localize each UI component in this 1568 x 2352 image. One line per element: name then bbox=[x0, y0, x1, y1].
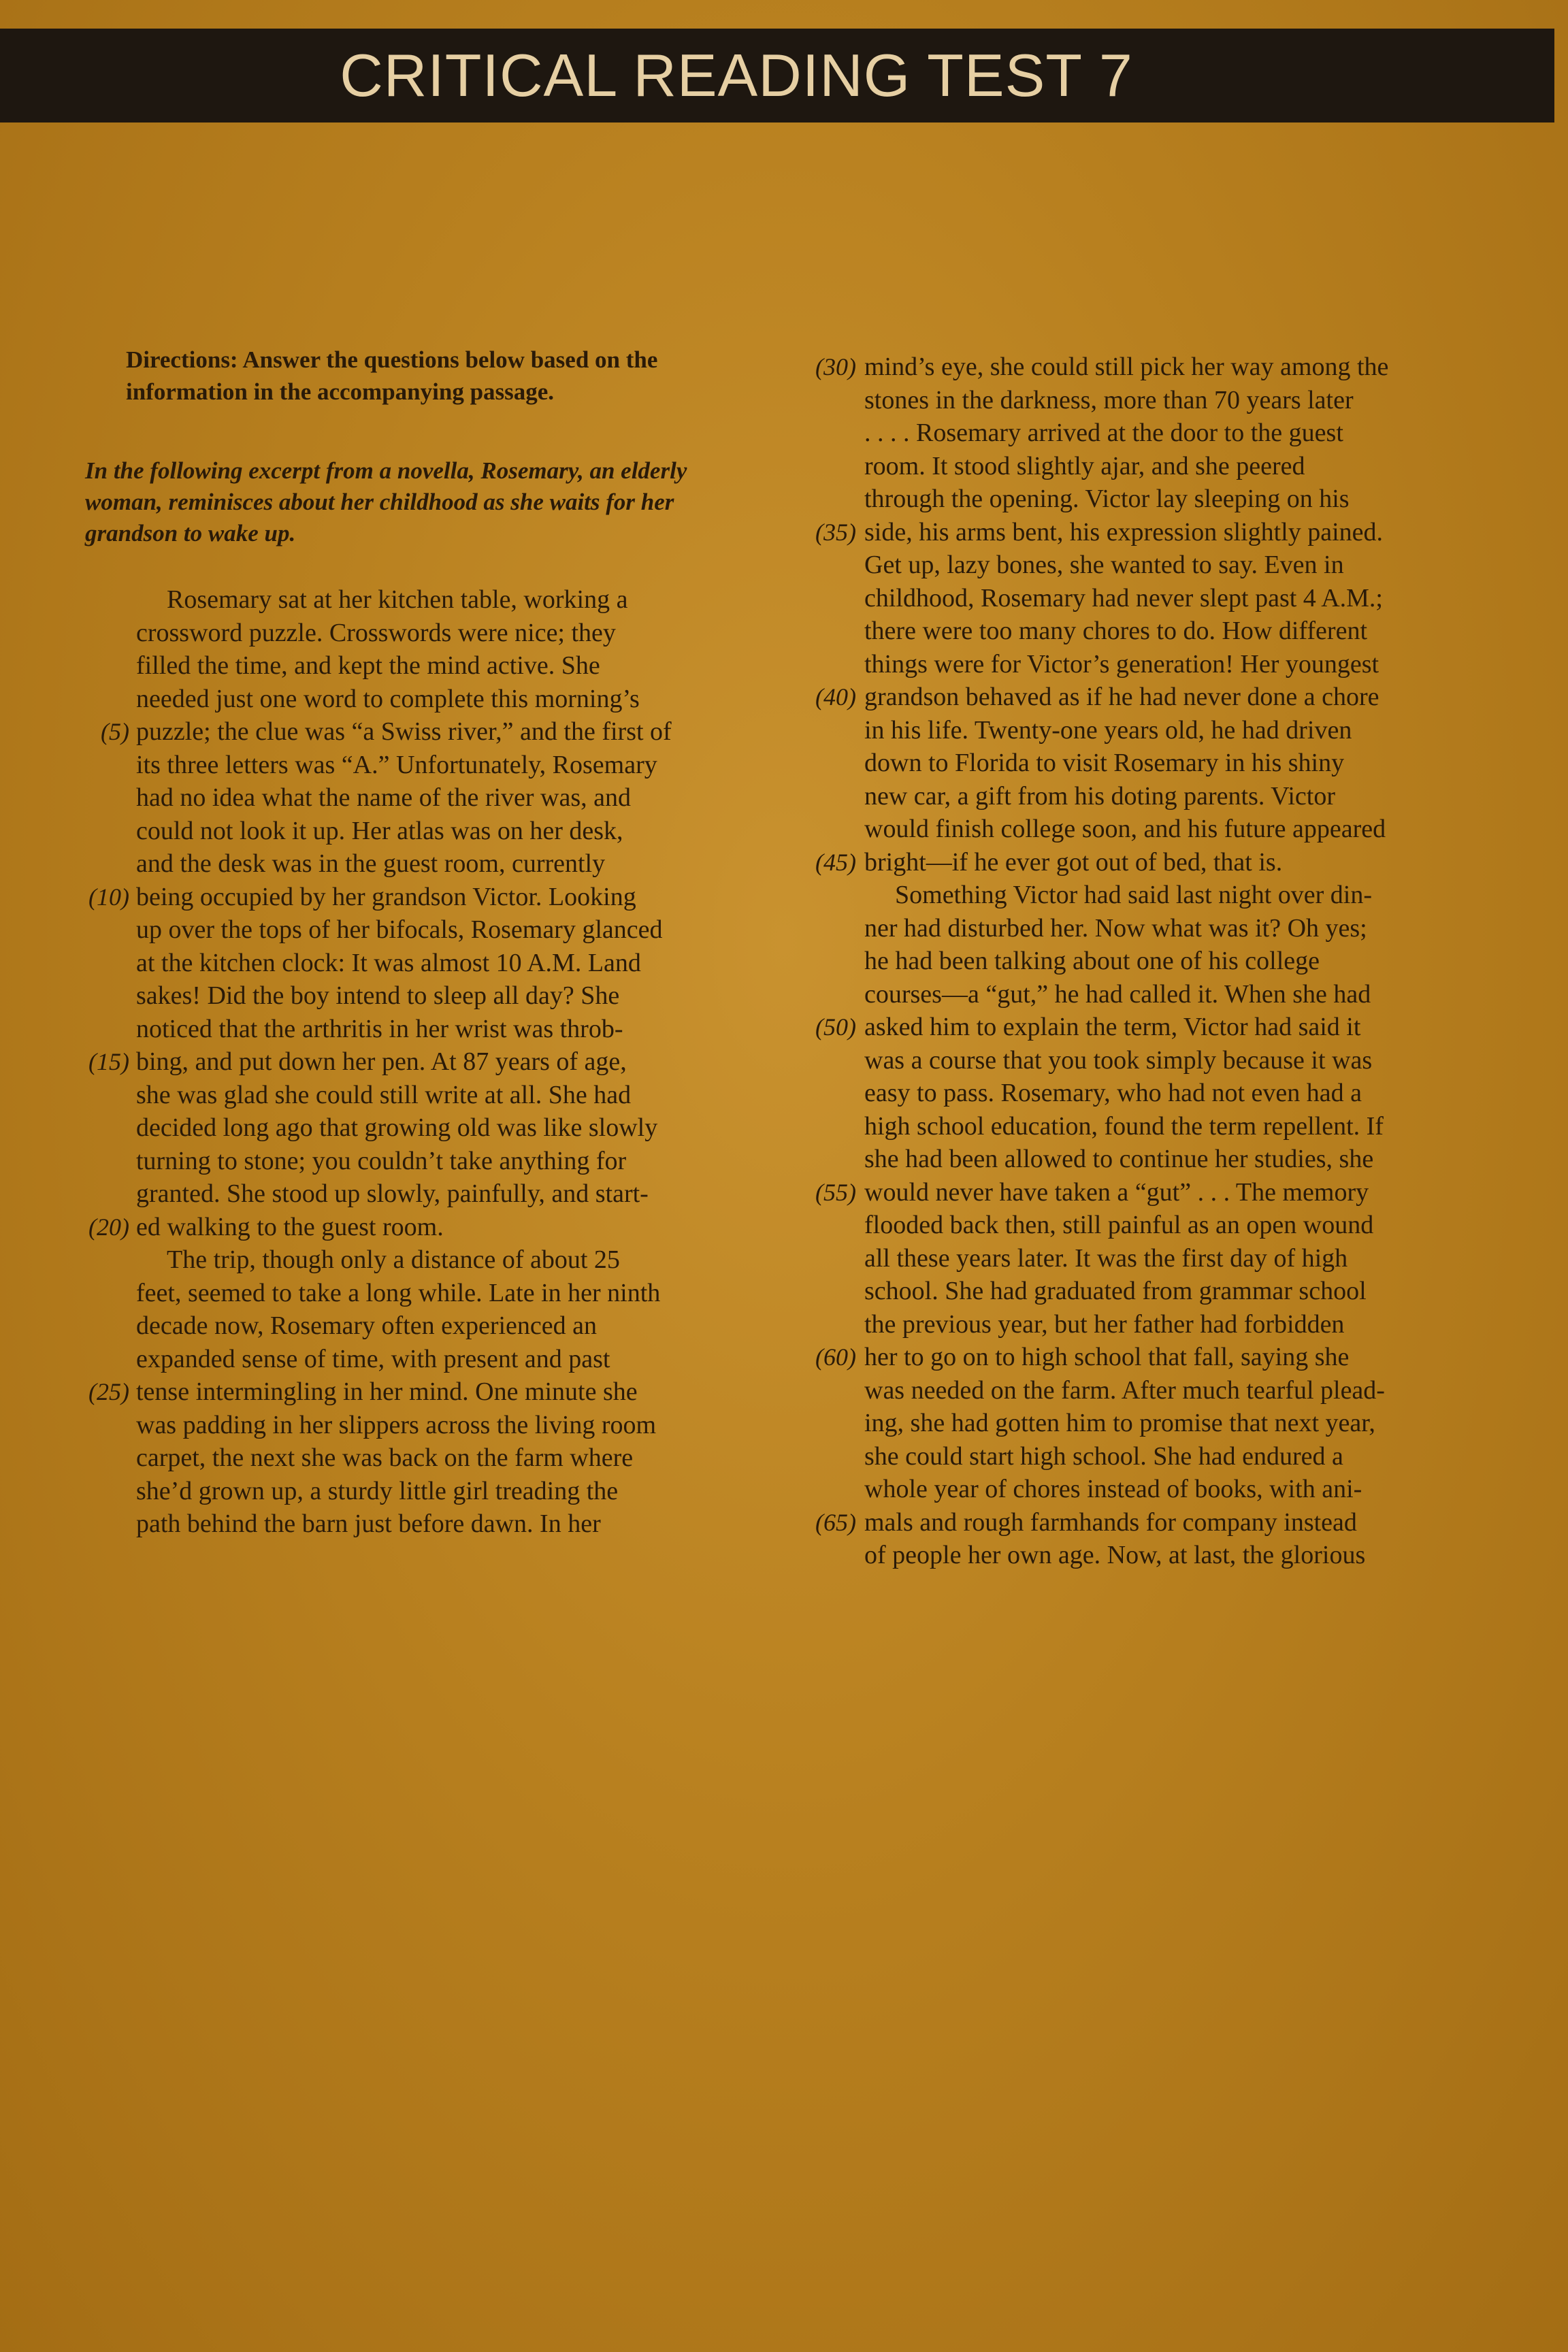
line-text: whole year of chores instead of books, with ani- bbox=[864, 1475, 1362, 1503]
line-text: through the opening. Victor lay sleeping on his bbox=[864, 485, 1350, 513]
line-number: (50) bbox=[815, 1013, 856, 1041]
passage-line bbox=[61, 715, 742, 749]
passage-line bbox=[803, 978, 1511, 1011]
line-text: mind’s eye, she could still pick her way among the bbox=[864, 353, 1389, 381]
line-text: decade now, Rosemary often experienced an bbox=[136, 1311, 598, 1340]
passage-line bbox=[803, 450, 1511, 483]
line-number: (15) bbox=[88, 1048, 129, 1075]
line-text: would never have taken a “gut” . . . The memory bbox=[864, 1177, 1369, 1207]
line-text: would finish college soon, and his future appeared bbox=[864, 815, 1386, 843]
passage-line bbox=[803, 747, 1511, 780]
passage-line bbox=[803, 813, 1511, 846]
passage-line bbox=[803, 780, 1511, 813]
passage-line bbox=[61, 1079, 742, 1112]
line-text: school. She had graduated from grammar school bbox=[864, 1277, 1367, 1305]
passage-line bbox=[61, 881, 742, 914]
passage-line bbox=[803, 912, 1511, 945]
page-title: CRITICAL READING TEST 7 bbox=[340, 42, 1133, 109]
passage-line bbox=[61, 1375, 742, 1409]
line-text: new car, a gift from his doting parents. Victor bbox=[864, 781, 1335, 811]
passage-line bbox=[803, 714, 1511, 747]
passage-line bbox=[61, 1111, 742, 1145]
line-text: ing, she had gotten him to promise that next year, bbox=[864, 1409, 1375, 1437]
passage-line bbox=[803, 384, 1511, 417]
line-text: had no idea what the name of the river was, and bbox=[136, 783, 632, 812]
line-text: things were for Victor’s generation! Her youngest bbox=[864, 649, 1379, 679]
line-text: side, his arms bent, his expression slightly pained. bbox=[864, 517, 1384, 546]
line-text: being occupied by her grandson Victor. Looking bbox=[136, 882, 636, 911]
passage-line bbox=[61, 583, 742, 617]
line-text: tense intermingling in her mind. One minute she bbox=[136, 1377, 638, 1406]
passage-left bbox=[61, 583, 742, 1541]
passage-line bbox=[803, 582, 1511, 615]
passage-right bbox=[803, 350, 1511, 1572]
line-text: turning to stone; you couldn’t take anything for bbox=[136, 1146, 627, 1175]
line-text: feet, seemed to take a long while. Late in her ninth bbox=[136, 1278, 661, 1307]
passage-line bbox=[61, 683, 742, 716]
passage-line bbox=[61, 1211, 742, 1244]
directions: Directions: Answer the questions below based on the information in the accompanying passage. bbox=[126, 346, 658, 405]
line-text: high school education, found the term repellent. If bbox=[864, 1111, 1384, 1141]
line-text: was padding in her slippers across the living room bbox=[136, 1410, 657, 1439]
passage-line bbox=[61, 1045, 742, 1079]
passage-line bbox=[803, 1440, 1511, 1473]
line-text: he had been talking about one of his college bbox=[864, 947, 1320, 975]
header-bar bbox=[0, 29, 1554, 122]
line-text: and the desk was in the guest room, currently bbox=[136, 849, 606, 878]
passage-line bbox=[61, 913, 742, 947]
line-text: expanded sense of time, with present and past bbox=[136, 1344, 610, 1373]
passage-line bbox=[61, 1177, 742, 1211]
passage-line bbox=[803, 879, 1511, 912]
line-text: decided long ago that growing old was like slowly bbox=[136, 1113, 658, 1142]
passage-line bbox=[803, 1143, 1511, 1176]
line-text: of people her own age. Now, at last, the glorious bbox=[864, 1541, 1366, 1569]
passage-line bbox=[61, 1475, 742, 1508]
line-text: at the kitchen clock: It was almost 10 A.M. Land bbox=[136, 948, 641, 977]
passage-line bbox=[803, 945, 1511, 978]
line-text: carpet, the next she was back on the farm where bbox=[136, 1443, 634, 1472]
passage-line bbox=[61, 1243, 742, 1277]
line-text: easy to pass. Rosemary, who had not even had a bbox=[864, 1079, 1362, 1107]
line-text: crossword puzzle. Crosswords were nice; they bbox=[136, 618, 616, 647]
line-text: grandson behaved as if he had never done a chore bbox=[864, 683, 1379, 711]
line-text: there were too many chores to do. How different bbox=[864, 617, 1367, 645]
line-text: bing, and put down her pen. At 87 years of age, bbox=[136, 1047, 627, 1076]
passage-line bbox=[803, 648, 1511, 681]
line-text: childhood, Rosemary had never slept past 4 A.M.; bbox=[864, 583, 1383, 612]
line-text: all these years later. It was the first day of high bbox=[864, 1243, 1348, 1273]
line-text: granted. She stood up slowly, painfully, and start- bbox=[136, 1179, 649, 1208]
line-text: in his life. Twenty-one years old, he had driven bbox=[864, 715, 1352, 745]
line-text: she was glad she could still write at all. She had bbox=[136, 1080, 632, 1109]
passage-line bbox=[803, 1407, 1511, 1440]
line-number: (20) bbox=[88, 1213, 129, 1241]
line-text: mals and rough farmhands for company instead bbox=[864, 1507, 1357, 1537]
line-text: was needed on the farm. After much tearful plead- bbox=[864, 1375, 1385, 1405]
line-text: noticed that the arthritis in her wrist was throb- bbox=[136, 1014, 623, 1043]
passage-line bbox=[61, 1409, 742, 1442]
line-number: (60) bbox=[815, 1343, 856, 1371]
line-text: sakes! Did the boy intend to sleep all day? She bbox=[136, 981, 620, 1010]
passage-line bbox=[61, 1277, 742, 1310]
line-text: flooded back then, still painful as an open wound bbox=[864, 1211, 1374, 1239]
line-text: ner had disturbed her. Now what was it? Oh yes; bbox=[864, 913, 1367, 943]
line-text: path behind the barn just before dawn. In her bbox=[136, 1509, 601, 1538]
line-text: her to go on to high school that fall, saying she bbox=[864, 1343, 1350, 1371]
line-text: the previous year, but her father had forbidden bbox=[864, 1309, 1345, 1339]
passage-line bbox=[803, 1242, 1511, 1275]
passage-line bbox=[61, 979, 742, 1013]
passage-line bbox=[803, 846, 1511, 879]
line-text: down to Florida to visit Rosemary in his shiny bbox=[864, 749, 1345, 777]
line-text: ed walking to the guest room. bbox=[136, 1212, 444, 1241]
passage-line bbox=[61, 1145, 742, 1178]
passage-line bbox=[61, 1013, 742, 1046]
passage-line bbox=[61, 749, 742, 782]
passage-line bbox=[803, 1044, 1511, 1077]
line-text: stones in the darkness, more than 70 years later bbox=[864, 385, 1354, 414]
passage-line bbox=[803, 1110, 1511, 1143]
line-text: The trip, though only a distance of about 25 bbox=[167, 1245, 620, 1274]
passage-line bbox=[61, 815, 742, 848]
passage-line bbox=[803, 1506, 1511, 1539]
passage-line bbox=[803, 1539, 1511, 1572]
line-text: courses—a “gut,” he had called it. When she had bbox=[864, 979, 1371, 1009]
line-text: she had been allowed to continue her studies, she bbox=[864, 1145, 1374, 1173]
line-text: needed just one word to complete this morning’s bbox=[136, 684, 640, 713]
passage-line bbox=[61, 1441, 742, 1475]
line-number: (45) bbox=[815, 848, 856, 876]
line-text: filled the time, and kept the mind active. She bbox=[136, 651, 600, 680]
passage-line bbox=[803, 681, 1511, 714]
line-number: (65) bbox=[815, 1508, 856, 1536]
line-number: (10) bbox=[88, 883, 129, 911]
passage-intro: In the following excerpt from a novella, Rosemary, an elderly woman, reminisces about her childhood as she waits for her grandson to wake up. bbox=[85, 457, 687, 546]
passage-line bbox=[803, 549, 1511, 582]
passage-line bbox=[803, 516, 1511, 549]
passage-line bbox=[61, 947, 742, 980]
passage-line bbox=[61, 1309, 742, 1343]
passage-line bbox=[803, 1077, 1511, 1110]
line-text: bright—if he ever got out of bed, that is. bbox=[864, 847, 1283, 877]
line-number: (5) bbox=[101, 718, 129, 745]
right-column bbox=[803, 350, 1511, 1572]
passage-line bbox=[803, 1275, 1511, 1308]
line-text: she’d grown up, a sturdy little girl treading the bbox=[136, 1476, 619, 1505]
passage-line bbox=[803, 1176, 1511, 1209]
line-number: (35) bbox=[815, 518, 856, 546]
line-number: (25) bbox=[88, 1378, 129, 1405]
line-text: room. It stood slightly ajar, and she peered bbox=[864, 451, 1305, 480]
passage-line bbox=[803, 1308, 1511, 1341]
passage-line bbox=[803, 350, 1511, 384]
line-number: (30) bbox=[815, 353, 856, 380]
line-number: (40) bbox=[815, 683, 856, 710]
passage-line bbox=[803, 1473, 1511, 1506]
line-text: its three letters was “A.” Unfortunately, Rosemary bbox=[136, 750, 657, 779]
passage-line bbox=[61, 847, 742, 881]
line-text: Rosemary sat at her kitchen table, working a bbox=[167, 585, 628, 614]
passage-line bbox=[61, 617, 742, 650]
left-column bbox=[61, 344, 742, 1541]
line-text: could not look it up. Her atlas was on her desk, bbox=[136, 816, 623, 845]
passage-line bbox=[803, 615, 1511, 648]
passage-line bbox=[803, 1011, 1511, 1044]
line-text: Something Victor had said last night over din- bbox=[895, 881, 1372, 909]
line-text: she could start high school. She had endured a bbox=[864, 1441, 1343, 1471]
passage-line bbox=[803, 416, 1511, 450]
passage-line bbox=[61, 1343, 742, 1376]
line-text: up over the tops of her bifocals, Rosemary glanced bbox=[136, 915, 663, 944]
passage-line bbox=[803, 1374, 1511, 1407]
passage-line bbox=[61, 781, 742, 815]
passage-line bbox=[61, 649, 742, 683]
passage-line bbox=[803, 1341, 1511, 1374]
passage-line bbox=[803, 483, 1511, 516]
line-text: puzzle; the clue was “a Swiss river,” and the first of bbox=[136, 717, 672, 746]
passage-line bbox=[803, 1209, 1511, 1242]
line-number: (55) bbox=[815, 1178, 856, 1206]
line-text: asked him to explain the term, Victor had said it bbox=[864, 1013, 1361, 1041]
line-text: . . . . Rosemary arrived at the door to the guest bbox=[864, 419, 1343, 447]
line-text: was a course that you took simply because it was bbox=[864, 1045, 1373, 1075]
passage-line bbox=[61, 1507, 742, 1541]
line-text: Get up, lazy bones, she wanted to say. Even in bbox=[864, 551, 1344, 579]
